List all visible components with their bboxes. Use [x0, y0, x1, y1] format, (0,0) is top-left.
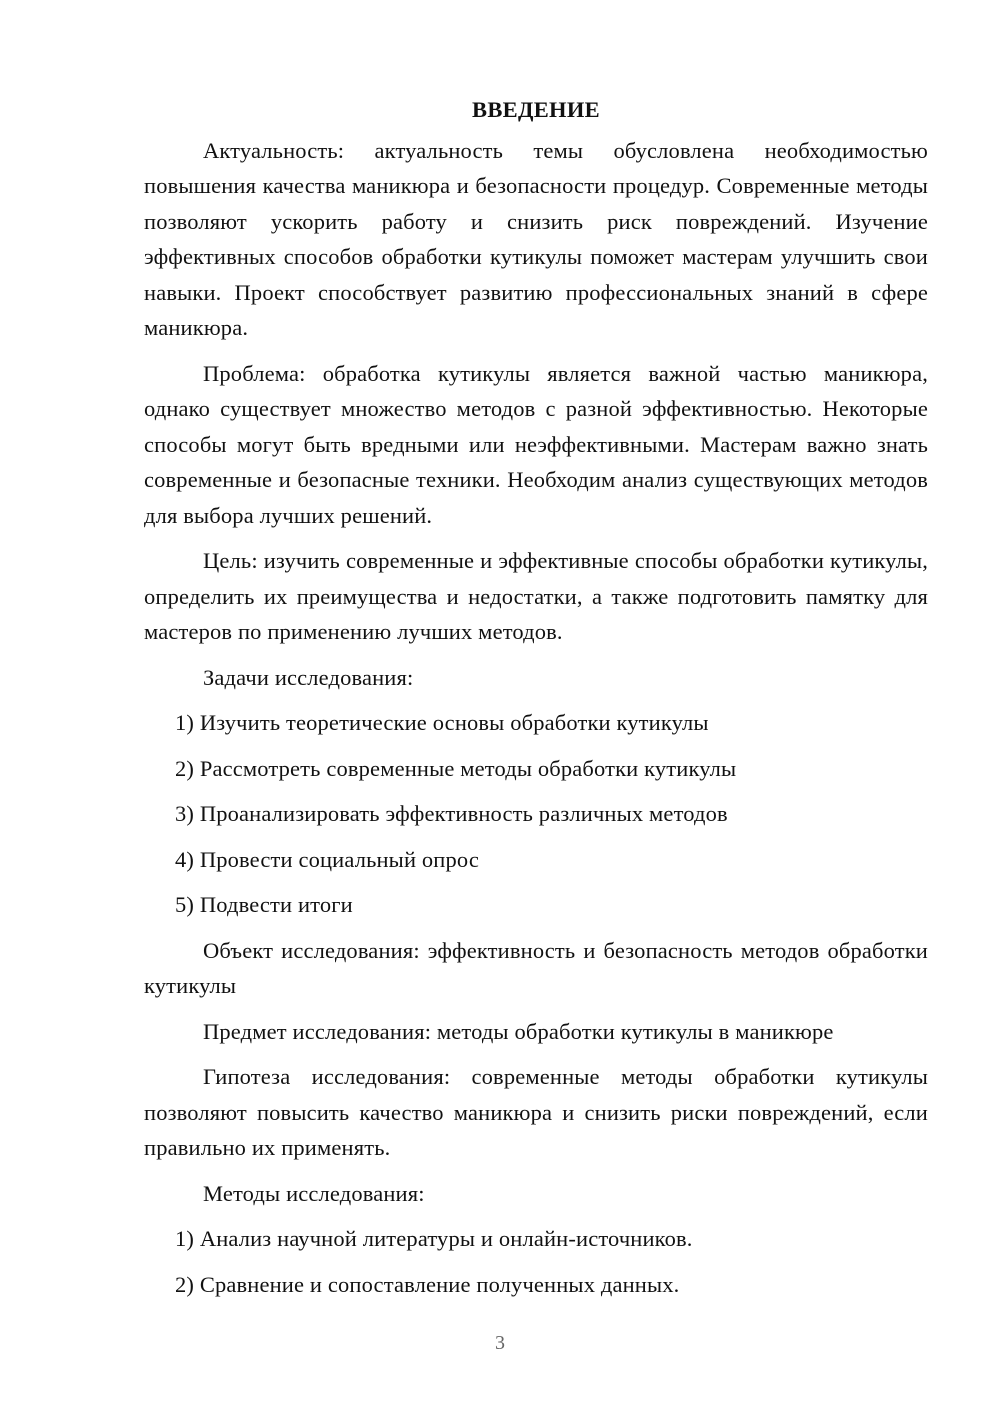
task-item: 3) Проанализировать эффективность различных методов [175, 801, 728, 826]
subject-paragraph: Предмет исследования: методы обработки кутикулы в маникюре [203, 1018, 834, 1044]
task-item: 4) Провести социальный опрос [175, 846, 479, 872]
task-item: 5) Подвести итоги [175, 892, 353, 917]
page-number: 3 [495, 1332, 505, 1354]
goal-paragraph: Цель: изучить современные и эффективные способы обработки кутикулы, определить их преимущества и недостатки, а также подготовить памятку для мастеров по применению лучших методов. [144, 548, 928, 644]
problem-paragraph: Проблема: обработка кутикулы является важной частью маникюра, однако существует множество методов с разной эффективностью. Некоторые способы могут быть вредными или неэффективными. Мастерам важно знать современные и безопасные техники. Необходим анализ существующих методов для выбора лучших решений. [144, 360, 928, 528]
method-item: 1) Анализ научной литературы и онлайн-источников. [175, 1226, 693, 1251]
page-title: ВВЕДЕНИЕ [472, 97, 600, 122]
methods-heading: Методы исследования: [203, 1180, 425, 1206]
relevance-paragraph: Актуальность: актуальность темы обусловлена необходимостью повышения качества маникюра и безопасности процедур. Современные методы позволяют ускорить работу и снизить риск повреждений. Изучение эффективных способов обработки кутикулы поможет мастерам улучшить свои навыки. Проект способствует развитию профессиональных знаний в сфере маникюра. [144, 137, 928, 340]
task-item: 2) Рассмотреть современные методы обработки кутикулы [175, 755, 737, 781]
task-item: 1) Изучить теоретические основы обработки кутикулы [175, 710, 709, 735]
page-content [144, 92, 928, 1312]
tasks-heading: Задачи исследования: [203, 664, 414, 690]
hypothesis-paragraph: Гипотеза исследования: современные методы обработки кутикулы позволяют повысить качество маникюра и снизить риски повреждений, если правильно их применять. [144, 1064, 928, 1160]
object-paragraph: Объект исследования: эффективность и безопасность методов обработки кутикулы [144, 937, 928, 998]
method-item: 2) Сравнение и сопоставление полученных данных. [175, 1271, 680, 1297]
